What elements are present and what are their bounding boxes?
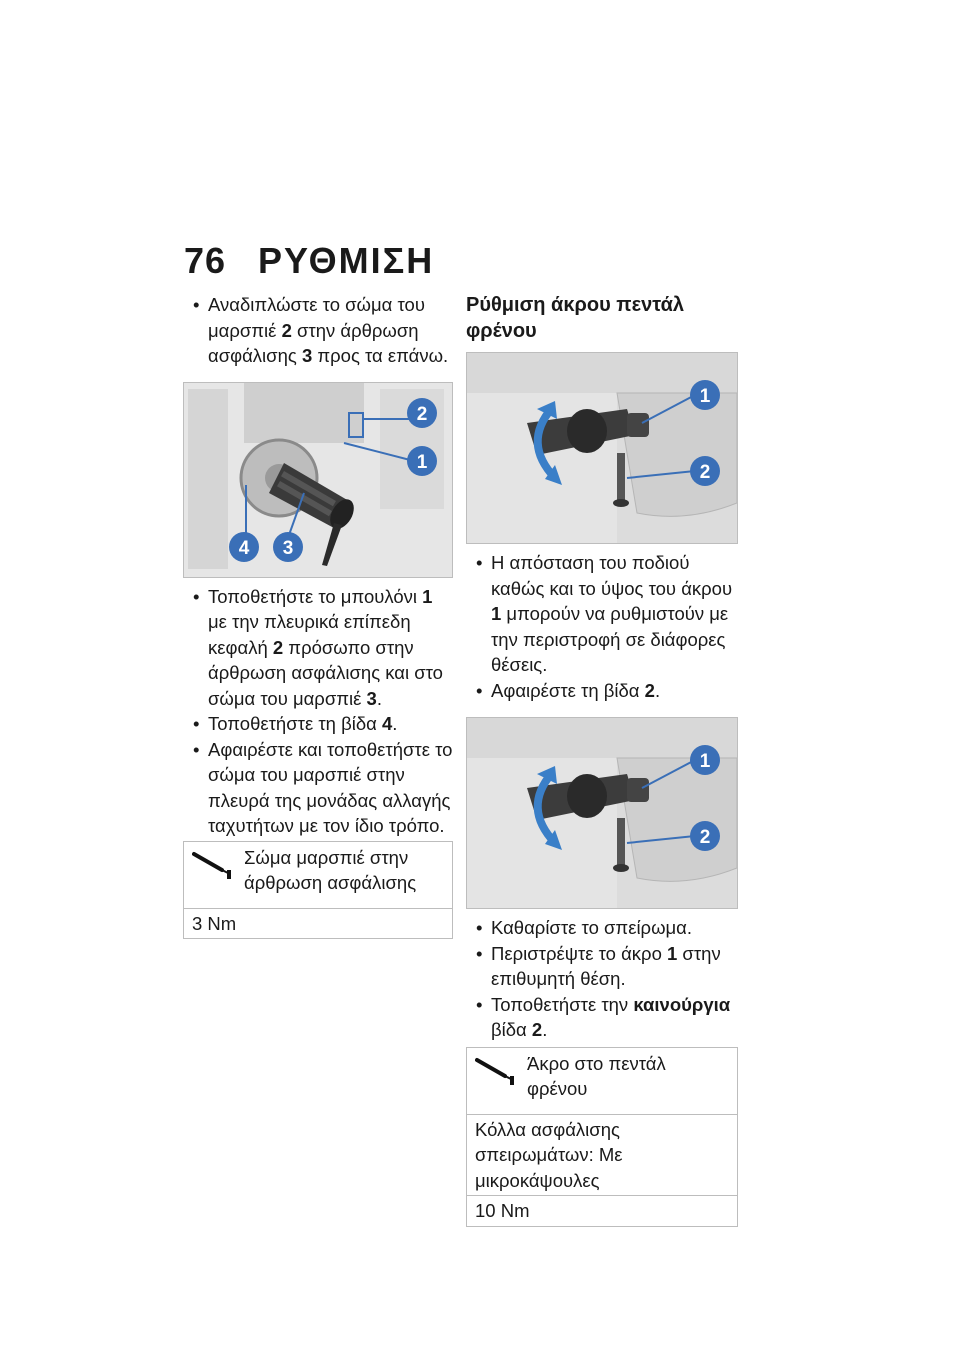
left-column <box>183 292 453 939</box>
torque-spec-brake-pedal <box>466 1047 738 1227</box>
brake-pedal-figure-1 <box>466 352 738 544</box>
callout-1 <box>690 380 720 410</box>
svg-text:1: 1 <box>416 451 428 473</box>
torque-spec-footrest <box>183 841 453 940</box>
callout-1 <box>407 446 437 476</box>
callout-1 <box>690 745 720 775</box>
footrest-figure <box>183 382 453 578</box>
callout-2 <box>690 821 720 851</box>
section-title: Ρύθμιση άκρου πεντάλ φρένου <box>466 294 684 342</box>
svg-text:1: 1 <box>699 386 711 407</box>
instruction-rotate-tip: • Περιστρέψτε το άκρο 1 στην επιθυμητή θέση. <box>466 941 738 992</box>
page-header <box>184 236 744 286</box>
instruction-other-side: • Αφαιρέστε και τοποθετήστε το σώμα του μαρσπιέ στην πλευρά της μονάδας αλλαγής ταχυτήτων με τον ίδιο τρόπο. <box>183 737 453 839</box>
instruction-install-new-screw: • Τοποθετήστε την καινούργια βίδα 2. <box>466 992 738 1043</box>
callout-2 <box>407 398 437 428</box>
spec-title: Σώμα μαρσπιέ στην άρθρωση ασφάλισης <box>244 846 417 893</box>
instruction-clean-thread: • Καθαρίστε το σπείρωμα. <box>466 915 738 941</box>
svg-text:2: 2 <box>699 827 711 848</box>
callout-3 <box>273 532 303 562</box>
instruction-adjust-info: • Η απόσταση του ποδιού καθώς και το ύψος του άκρου 1 μπορούν να ρυθμιστούν με την περιστροφή σε διάφορες θέσεις. <box>466 550 738 678</box>
torque-wrench-icon <box>475 1056 519 1086</box>
callout-2 <box>690 456 720 486</box>
svg-text:2: 2 <box>416 403 428 425</box>
page-number: 76 <box>184 240 227 281</box>
instruction-install-bolt: • Τοποθετήστε το μπουλόνι 1 με την πλευρικά επίπεδη κεφαλή 2 πρόσωπο στην άρθρωση ασφάλισης και στο σώμα του μαρσπιέ 3. <box>183 584 453 712</box>
spec-title: Άκρο στο πεντάλ φρένου <box>527 1052 666 1099</box>
brake-pedal-figure-2 <box>466 717 738 909</box>
instruction-install-screw: • Τοποθετήστε τη βίδα 4. <box>183 711 453 737</box>
right-column <box>466 292 738 1227</box>
svg-text:3: 3 <box>282 537 294 559</box>
svg-text:4: 4 <box>238 537 250 559</box>
instruction-remove-screw: • Αφαιρέστε τη βίδα 2. <box>466 678 738 704</box>
spec-value: 3 Nm <box>184 908 452 939</box>
spec-value: 10 Nm <box>467 1195 737 1226</box>
svg-text:1: 1 <box>699 751 711 772</box>
svg-text:2: 2 <box>699 462 711 483</box>
callout-4 <box>229 532 259 562</box>
instruction-fold-footrest: • Αναδιπλώστε το σώμα του μαρσπιέ 2 στην άρθρωση ασφάλισης 3 προς τα επάνω. <box>183 292 453 369</box>
spec-note: Κόλλα ασφάλισης σπειρωμάτων: Με μικροκάψουλες <box>467 1114 737 1196</box>
torque-wrench-icon <box>192 850 236 880</box>
chapter-title: ΡΥΘΜΙΣΗ <box>258 240 435 281</box>
